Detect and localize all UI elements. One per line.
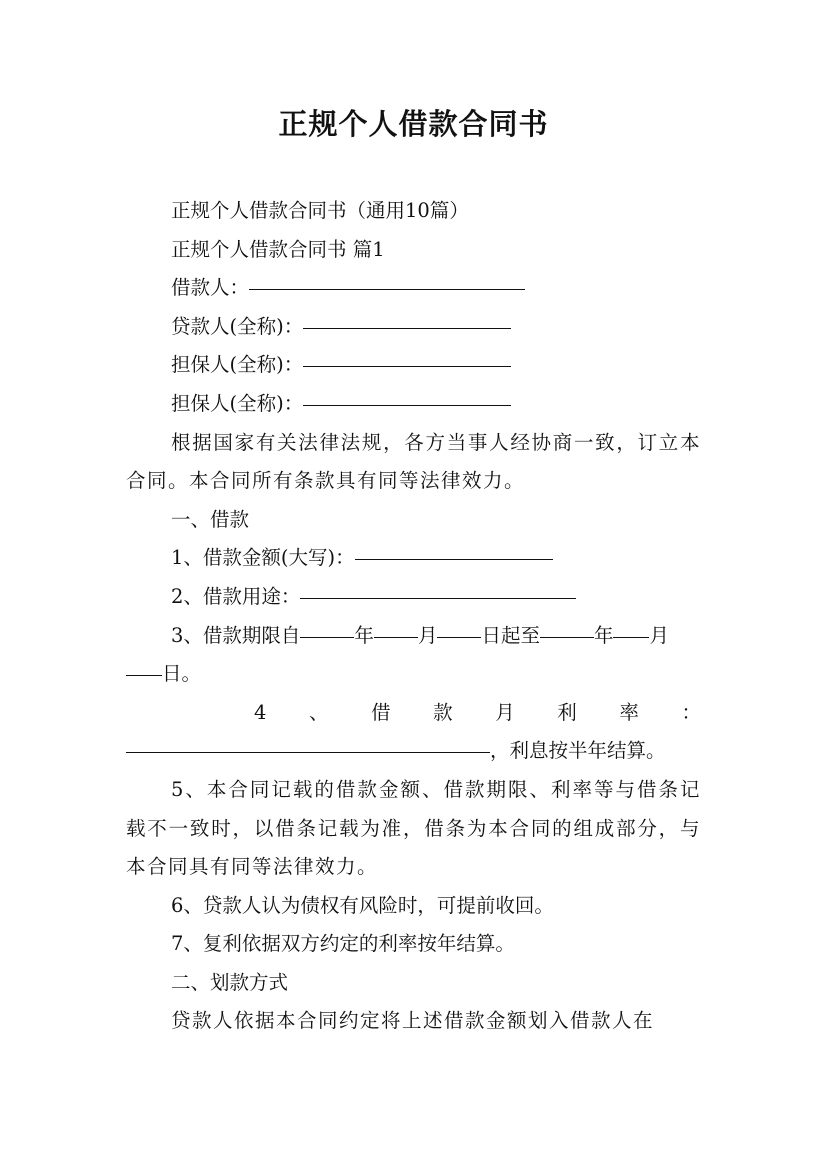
item4-rate-blank bbox=[126, 751, 490, 753]
item3-day2-blank bbox=[126, 674, 162, 676]
lender-line bbox=[126, 308, 701, 347]
borrower-blank bbox=[249, 288, 525, 290]
section-heading: 正规个人借款合同书 篇1 bbox=[171, 237, 385, 261]
item4-char: 率 bbox=[619, 700, 639, 724]
item3-month1: 月 bbox=[417, 623, 438, 647]
item4-char: 借 bbox=[371, 700, 391, 724]
item4-char: 款 bbox=[433, 700, 453, 724]
item3-line2 bbox=[126, 655, 701, 694]
item1-line bbox=[126, 539, 701, 578]
item7-line: 7、复利依据双方约定的利率按年结算。 bbox=[171, 932, 515, 956]
item4-char: 、 bbox=[308, 700, 329, 724]
item3-day1: 日起至 bbox=[481, 623, 540, 647]
item3-year2: 年 bbox=[593, 623, 614, 647]
item3-line1 bbox=[126, 617, 701, 656]
item3-month2: 月 bbox=[649, 623, 669, 647]
guarantor2-label: 担保人(全称)： bbox=[171, 391, 304, 415]
item3-day2: 日。 bbox=[162, 662, 202, 686]
item2-label: 2、借款用途： bbox=[171, 584, 301, 608]
part2-text: 贷款人依据本合同约定将上述借款金额划入借款人在 bbox=[171, 1009, 655, 1033]
item1-label: 1、借款金额(大写)： bbox=[171, 546, 355, 570]
item6-line: 6、贷款人认为债权有风险时，可提前收回。 bbox=[171, 893, 554, 917]
item3-year1: 年 bbox=[354, 623, 374, 647]
borrower-line bbox=[126, 269, 701, 308]
item3-month2-blank bbox=[613, 636, 649, 638]
item2-blank bbox=[300, 597, 576, 599]
guarantor1-label: 担保人(全称)： bbox=[171, 353, 304, 377]
item3-day1-blank bbox=[437, 636, 481, 638]
item4-char: 4 bbox=[254, 700, 267, 724]
guarantor2-line bbox=[126, 385, 701, 424]
item4-char: ： bbox=[681, 700, 701, 724]
item4-line2 bbox=[126, 732, 701, 771]
guarantor2-blank bbox=[303, 404, 511, 406]
item3-prefix: 3、借款期限自 bbox=[171, 623, 301, 647]
lender-label: 贷款人(全称)： bbox=[171, 314, 304, 338]
item4-char: 利 bbox=[557, 700, 577, 724]
item3-year2-blank bbox=[540, 636, 594, 638]
document-body bbox=[126, 192, 701, 1041]
item5-paragraph bbox=[126, 771, 701, 887]
document-subtitle: 正规个人借款合同书（通用10篇） bbox=[171, 199, 469, 222]
item5-text: 5、本合同记载的借款金额、借款期限、利率等与借条记载不一致时，以借条记载为准，借条为本合同的组成部分，与本合同具有同等法律效力。 bbox=[126, 777, 701, 879]
item4-char: 月 bbox=[495, 700, 515, 724]
lender-blank bbox=[303, 327, 511, 329]
item4-line1 bbox=[126, 694, 701, 733]
item3-year1-blank bbox=[300, 636, 354, 638]
item3-month1-blank bbox=[374, 636, 418, 638]
guarantor1-line bbox=[126, 346, 701, 385]
borrower-label: 借款人： bbox=[171, 276, 250, 300]
item1-blank bbox=[355, 558, 553, 560]
intro-text: 根据国家有关法律法规，各方当事人经协商一致，订立本合同。本合同所有条款具有同等法律效力。 bbox=[126, 430, 701, 493]
document-title: 正规个人借款合同书 bbox=[278, 107, 549, 141]
part2-heading: 二、划款方式 bbox=[171, 970, 289, 994]
item2-line bbox=[126, 578, 701, 617]
part1-heading: 一、借款 bbox=[171, 507, 250, 531]
guarantor1-blank bbox=[303, 365, 511, 367]
intro-paragraph bbox=[126, 424, 701, 501]
item4-suffix: ，利息按半年结算。 bbox=[490, 739, 666, 763]
